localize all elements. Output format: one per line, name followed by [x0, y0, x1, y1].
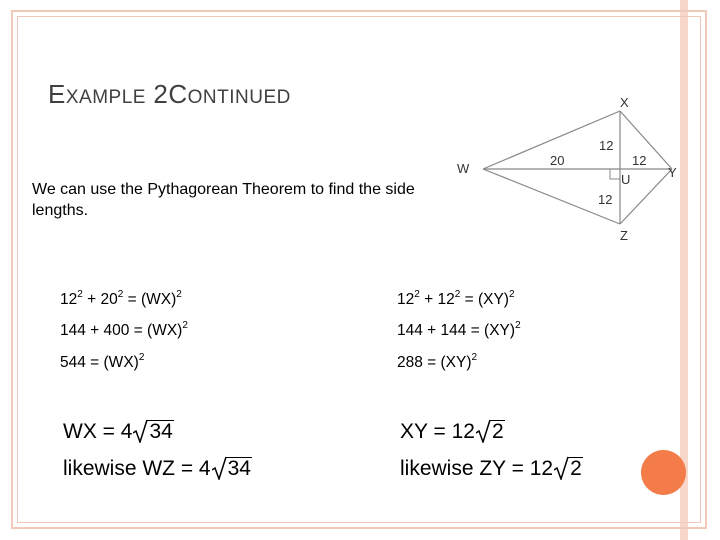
radical-sign: 2: [554, 457, 583, 481]
equation-left-1: $12^2 + 20^2 = (WX)^2$: [60, 289, 182, 308]
measure-wu: 20: [550, 153, 565, 168]
measure-xu: 12: [599, 138, 614, 153]
slide-title: EXAMPLE 2CONTINUED: [48, 79, 291, 109]
radical-sign: 34: [212, 457, 252, 481]
equation-left-2: 144 + 400 = (WX)$^2$: [60, 320, 188, 339]
intro-text: We can use the Pythagorean Theorem to find the side lengths.: [32, 181, 415, 219]
result-wz: likewise WZ = 4 34: [63, 457, 251, 480]
label-u: U: [621, 172, 631, 187]
label-z: Z: [620, 228, 628, 243]
result-xy: XY = 12 2: [400, 420, 504, 443]
right-angle-marker: [610, 169, 620, 179]
decorative-orange-circle: [641, 450, 686, 495]
equation-left-3: 544 = (WX)$^2$: [60, 352, 145, 371]
result-zy: likewise ZY = 12 2: [400, 457, 582, 480]
equation-right-3: 288 = (XY)$^2$: [397, 352, 478, 371]
label-w: W: [457, 161, 470, 176]
measure-uz: 12: [598, 192, 613, 207]
label-x: X: [620, 95, 629, 110]
equation-right-2: 144 + 144 = (XY)$^2$: [397, 320, 521, 339]
equation-right-1: $12^2 + 12^2 = (XY)^2$: [397, 289, 515, 308]
result-wx: WX = 4 34: [63, 420, 173, 443]
kite-diagram: [440, 85, 690, 250]
measure-uy: 12: [632, 153, 647, 168]
label-y: Y: [668, 165, 677, 180]
radical-sign: 34: [133, 420, 173, 444]
radical-sign: 2: [476, 420, 505, 444]
